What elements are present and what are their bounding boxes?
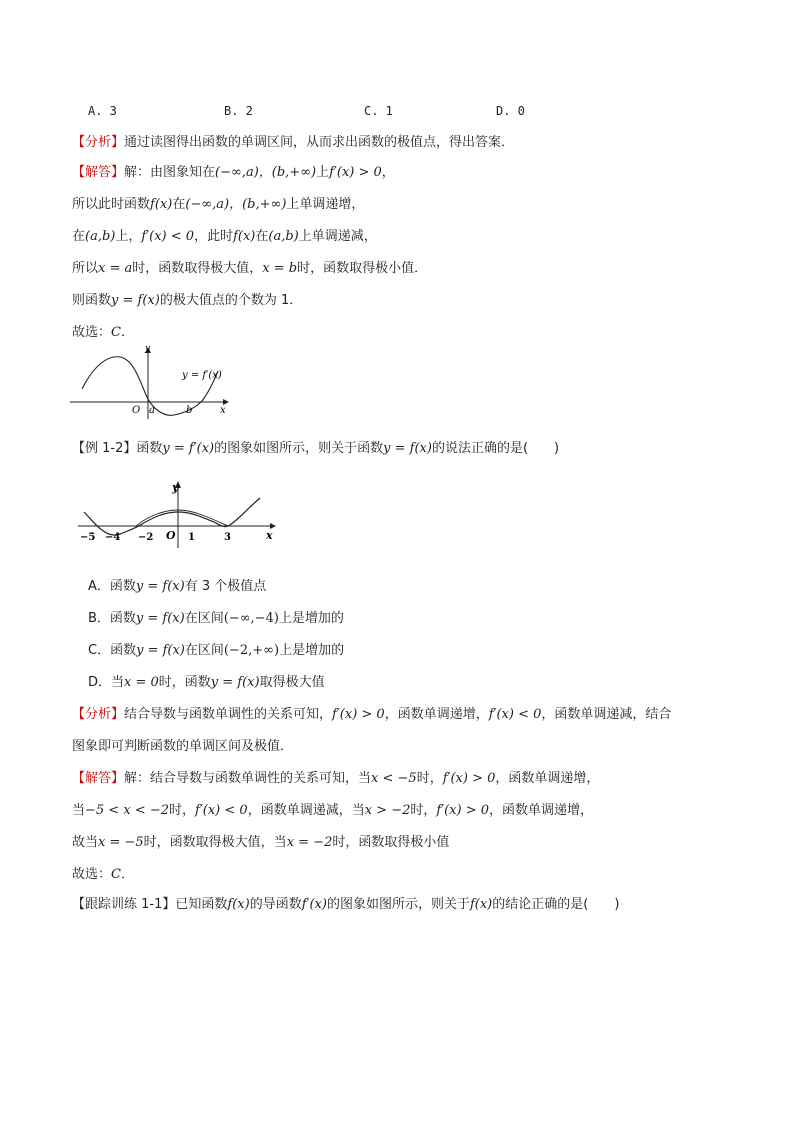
option-c: C. 1	[364, 104, 393, 118]
math: (−∞,a)，(b,+∞)	[215, 165, 317, 180]
analysis-line-2b	[72, 738, 293, 756]
training-question	[72, 896, 619, 914]
math: y = f(x)	[135, 611, 185, 626]
analysis-line-2	[72, 706, 671, 724]
text: ，函数单调递增，	[495, 771, 600, 786]
math: f′(x) > 0	[329, 165, 382, 180]
x-axis-label: x	[220, 405, 226, 416]
math: x < −5	[371, 771, 417, 786]
math: f(x)	[469, 897, 493, 912]
text: 所以此时函数	[72, 197, 151, 212]
text: 时，函数	[158, 675, 211, 690]
text: D．当	[88, 675, 125, 690]
text: ，函数单调递增，	[489, 803, 594, 818]
text: 的图象如图所示，则关于函数	[214, 441, 384, 456]
origin-label: O	[166, 529, 176, 542]
text: ，函数单调递减，结合	[541, 707, 672, 722]
a-label: a	[149, 405, 155, 416]
solution-line-4	[72, 260, 427, 278]
training-tag: 【跟踪训练 1-1】	[72, 897, 176, 912]
example-option-a	[88, 578, 266, 596]
analysis-line-1	[72, 134, 514, 152]
answer-letter: C	[111, 325, 121, 340]
y-axis-label: y	[172, 481, 179, 494]
option-d: D. 0	[496, 104, 525, 118]
math: y = f(x)	[136, 643, 185, 658]
example-option-b	[88, 610, 344, 628]
text: A．函数	[88, 579, 136, 594]
text: 时，函数取得极大值，当	[143, 835, 287, 850]
example-tag: 【例 1-2】	[72, 441, 137, 456]
answer-letter: C	[111, 867, 121, 882]
text: ，	[381, 165, 395, 180]
math: f′(x) < 0	[488, 707, 542, 722]
y-axis-label: y	[145, 345, 151, 354]
math: (a,b)	[268, 229, 299, 244]
math: (−∞,−4)	[223, 611, 279, 626]
example-question	[72, 440, 559, 458]
b-label: b	[186, 405, 193, 416]
math: (a,b)	[85, 229, 116, 244]
solution-line-7	[72, 802, 593, 820]
math: f′(x) > 0	[442, 771, 496, 786]
x-axis-label: x	[266, 529, 273, 542]
solution-line-6	[72, 770, 599, 788]
text: ，函数单调递增，	[384, 707, 489, 722]
math: x = 0	[124, 675, 159, 690]
math: x = a	[98, 261, 133, 276]
text: 则函数	[72, 293, 112, 308]
text: 时，	[169, 803, 196, 818]
tick-label: −2	[138, 532, 154, 543]
tick-label: 1	[188, 532, 195, 543]
math: f(x)	[233, 229, 256, 244]
text: 解：由图象知在	[124, 165, 216, 180]
example-option-d	[88, 674, 325, 692]
solution-line-3	[72, 228, 377, 246]
solution-tag: 【解答】	[72, 771, 125, 786]
text: C．函数	[88, 643, 137, 658]
text: 时，函数取得极小值．	[297, 261, 428, 276]
text: 上，	[115, 229, 142, 244]
option-b: B. 2	[224, 104, 253, 118]
tick-label: 3	[224, 532, 231, 543]
text: 时，函数取得极大值，	[132, 261, 263, 276]
text: 上是增加的	[278, 611, 344, 626]
text: 上是增加的	[279, 643, 345, 658]
solution-line-1	[72, 164, 395, 182]
text: 在	[255, 229, 269, 244]
curve-label: y = f′(x)	[182, 370, 222, 381]
solution-line-2	[72, 196, 364, 214]
math: x = b	[262, 261, 298, 276]
text: ．	[120, 867, 134, 882]
text: 在区间	[184, 611, 224, 626]
solution-tag: 【解答】	[72, 165, 125, 180]
text: ，此时	[194, 229, 234, 244]
analysis-tag: 【分析】	[72, 135, 125, 150]
text: 故当	[72, 835, 99, 850]
text: 结合导数与函数单调性的关系可知，	[124, 707, 333, 722]
text: 有 3 个极值点	[184, 579, 267, 594]
derivative-graph-2	[74, 476, 284, 550]
text: 时，	[416, 771, 443, 786]
math: y = f′(x)	[162, 441, 215, 456]
text: 取得极大值	[259, 675, 325, 690]
math: y = f(x)	[111, 293, 160, 308]
analysis-tag: 【分析】	[72, 707, 125, 722]
text: 上	[316, 165, 330, 180]
math: f′(x) < 0	[141, 229, 195, 244]
text: 所以	[72, 261, 99, 276]
tick-label: −5	[80, 532, 96, 543]
tick-label: −4	[105, 532, 121, 543]
text: 时，函数取得极小值	[332, 835, 450, 850]
derivative-graph-1	[68, 345, 238, 421]
text: 故选：	[72, 325, 112, 340]
math: x = −2	[286, 835, 333, 850]
math: (−∞,a)，(b,+∞)	[185, 197, 287, 212]
math: y = f(x)	[135, 579, 185, 594]
answer-line-1	[72, 324, 134, 342]
text: 解：结合导数与函数单调性的关系可知，当	[124, 771, 372, 786]
example-option-c	[88, 642, 344, 660]
math: f′(x) > 0	[332, 707, 385, 722]
text: 已知函数	[175, 897, 228, 912]
text: 的结论正确的是( )	[492, 897, 620, 912]
text: 的图象如图所示，则关于	[326, 897, 470, 912]
math: f(x)	[227, 897, 250, 912]
solution-line-8	[72, 834, 449, 852]
text: ．	[120, 325, 134, 340]
math: y = f(x)	[210, 675, 260, 690]
text: 的极大值点的个数为 1．	[159, 293, 303, 308]
math: f′(x) < 0	[195, 803, 248, 818]
text: 时，	[410, 803, 437, 818]
math: −5 < x < −2	[85, 803, 169, 818]
text: 故选：	[72, 867, 112, 882]
option-a: A. 3	[88, 104, 117, 118]
math: f′(x) > 0	[436, 803, 490, 818]
analysis-text: 通过读图得出函数的单调区间，从而求出函数的极值点，得出答案．	[124, 135, 515, 150]
math: x = −5	[98, 835, 144, 850]
text: 函数	[136, 441, 163, 456]
origin-label: O	[132, 405, 141, 416]
text: 在	[172, 197, 186, 212]
answer-line-2	[72, 866, 134, 884]
text: 图象即可判断函数的单调区间及极值．	[72, 739, 294, 754]
math: f′(x)	[301, 897, 327, 912]
math: f(x)	[150, 197, 173, 212]
text: 在	[72, 229, 86, 244]
text: 在区间	[184, 643, 224, 658]
text: B．函数	[88, 611, 136, 626]
math: (−2,+∞)	[223, 643, 280, 658]
text: 上单调递减，	[298, 229, 377, 244]
text: ，函数单调递减，当	[247, 803, 365, 818]
text: 的导函数	[249, 897, 302, 912]
text: 的说法正确的是( )	[431, 441, 560, 456]
solution-line-5	[72, 292, 302, 310]
math: x > −2	[364, 803, 411, 818]
text: 上单调递增，	[286, 197, 365, 212]
math: y = f(x)	[383, 441, 432, 456]
text: 当	[72, 803, 86, 818]
